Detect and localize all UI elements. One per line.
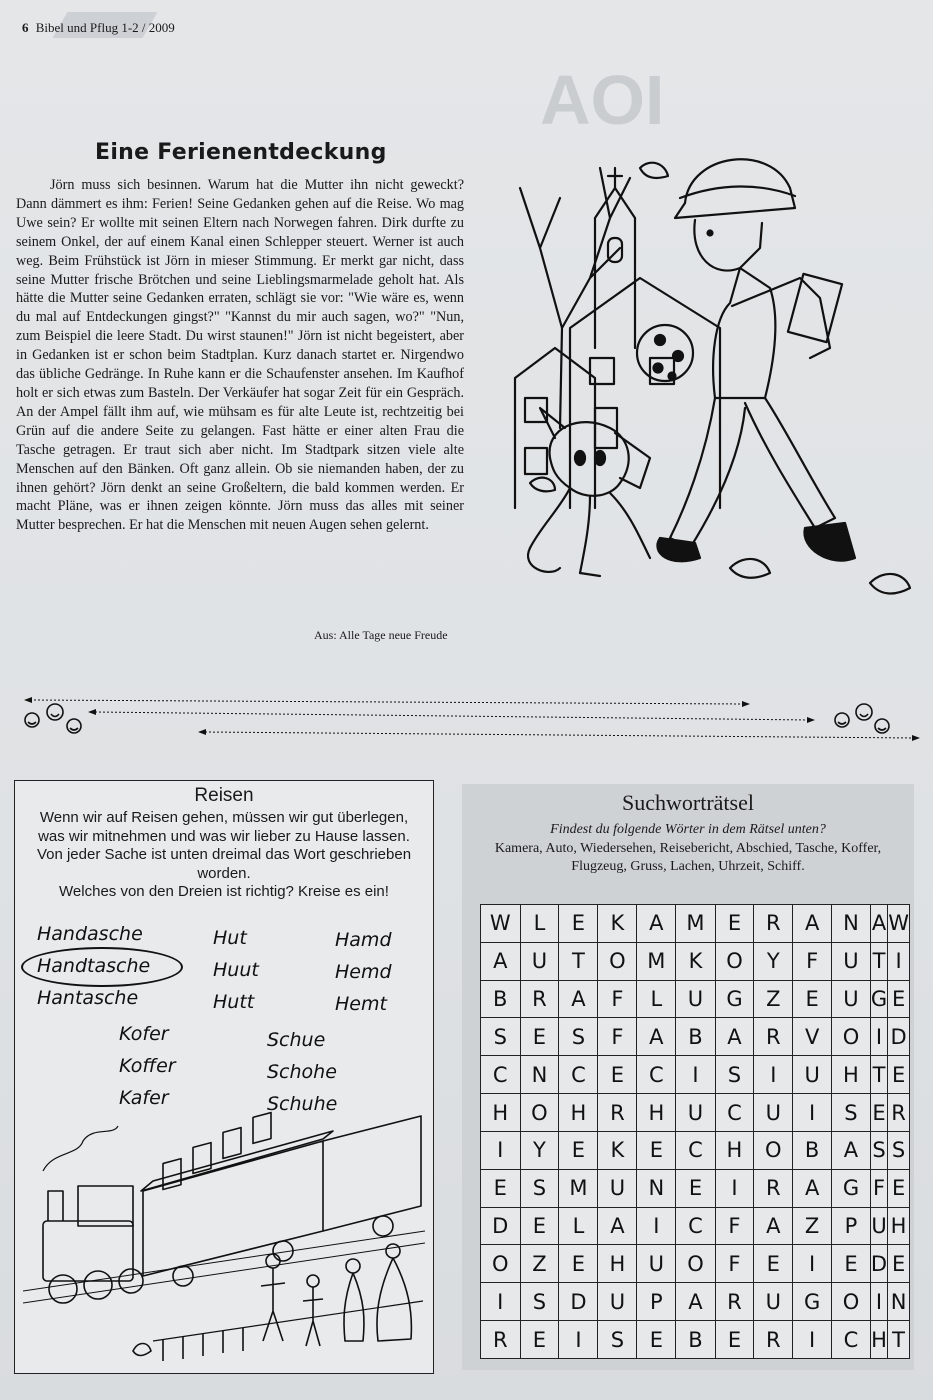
reisen-instruction-2: Welches von den Dreien ist richtig? Kreise es ein! bbox=[59, 883, 389, 900]
grid-cell[interactable]: S bbox=[520, 1283, 559, 1321]
train-station-illustration bbox=[23, 1111, 425, 1369]
grid-cell[interactable]: Y bbox=[754, 942, 793, 980]
grid-cell[interactable]: N bbox=[832, 905, 871, 943]
grid-cell[interactable]: C bbox=[832, 1321, 871, 1359]
grid-cell[interactable]: L bbox=[520, 905, 559, 943]
grid-cell[interactable]: R bbox=[598, 1094, 637, 1132]
grid-cell[interactable]: A bbox=[559, 980, 598, 1018]
grid-cell[interactable]: H bbox=[598, 1245, 637, 1283]
word-option[interactable]: Kafer bbox=[119, 1087, 169, 1109]
grid-cell[interactable]: O bbox=[754, 1131, 793, 1169]
story-body bbox=[16, 176, 464, 535]
grid-cell[interactable]: H bbox=[888, 1207, 910, 1245]
grid-cell[interactable]: F bbox=[598, 980, 637, 1018]
grid-cell[interactable]: E bbox=[559, 905, 598, 943]
grid-cell[interactable]: K bbox=[598, 905, 637, 943]
grid-cell[interactable]: H bbox=[637, 1094, 676, 1132]
grid-cell[interactable]: T bbox=[870, 942, 887, 980]
word-search-box bbox=[462, 784, 914, 1370]
grid-cell[interactable]: M bbox=[637, 942, 676, 980]
grid-cell[interactable]: K bbox=[676, 942, 715, 980]
word-option[interactable]: Hutt bbox=[213, 991, 255, 1013]
grid-cell[interactable]: E bbox=[832, 1245, 871, 1283]
grid-cell[interactable]: R bbox=[520, 980, 559, 1018]
grid-cell[interactable]: I bbox=[559, 1321, 598, 1359]
grid-cell[interactable]: M bbox=[676, 905, 715, 943]
grid-cell[interactable]: U bbox=[637, 1245, 676, 1283]
grid-cell[interactable]: I bbox=[870, 1018, 887, 1056]
word-option[interactable]: Schuhe bbox=[267, 1093, 338, 1115]
grid-cell[interactable]: C bbox=[715, 1094, 754, 1132]
grid-cell[interactable]: F bbox=[715, 1245, 754, 1283]
grid-cell[interactable]: R bbox=[754, 1321, 793, 1359]
grid-cell[interactable]: H bbox=[715, 1131, 754, 1169]
word-search-grid bbox=[480, 904, 910, 1359]
grid-cell[interactable]: E bbox=[888, 1056, 910, 1094]
grid-cell[interactable]: C bbox=[676, 1131, 715, 1169]
grid-cell[interactable]: O bbox=[481, 1245, 521, 1283]
grid-cell[interactable]: S bbox=[559, 1018, 598, 1056]
grid-cell[interactable]: E bbox=[715, 905, 754, 943]
grid-cell[interactable]: N bbox=[520, 1056, 559, 1094]
grid-cell[interactable]: S bbox=[481, 1018, 521, 1056]
grid-cell[interactable]: S bbox=[832, 1094, 871, 1132]
grid-cell[interactable]: G bbox=[870, 980, 887, 1018]
word-option[interactable]: Hantasche bbox=[37, 987, 139, 1009]
grid-cell[interactable]: O bbox=[832, 1018, 871, 1056]
grid-cell[interactable]: A bbox=[754, 1207, 793, 1245]
grid-cell[interactable]: E bbox=[888, 980, 910, 1018]
grid-cell[interactable]: I bbox=[637, 1207, 676, 1245]
grid-cell[interactable]: I bbox=[481, 1283, 521, 1321]
grid-cell[interactable]: C bbox=[481, 1056, 521, 1094]
word-option[interactable]: Hut bbox=[213, 927, 247, 949]
story-title: Eine Ferienentdeckung bbox=[95, 140, 387, 165]
word-search-question: Findest du folgende Wörter in dem Rätsel unten? bbox=[550, 822, 826, 837]
grid-cell[interactable]: O bbox=[715, 942, 754, 980]
grid-cell[interactable]: E bbox=[793, 980, 832, 1018]
grid-cell[interactable]: F bbox=[870, 1169, 887, 1207]
grid-cell[interactable]: Z bbox=[793, 1207, 832, 1245]
grid-cell[interactable]: U bbox=[870, 1207, 887, 1245]
grid-cell[interactable]: E bbox=[676, 1169, 715, 1207]
grid-cell[interactable]: G bbox=[715, 980, 754, 1018]
grid-cell[interactable]: U bbox=[676, 1094, 715, 1132]
word-option[interactable]: Hemt bbox=[335, 993, 387, 1015]
grid-cell[interactable]: A bbox=[870, 905, 887, 943]
grid-cell[interactable]: I bbox=[676, 1056, 715, 1094]
grid-cell[interactable]: U bbox=[520, 942, 559, 980]
grid-cell[interactable]: T bbox=[888, 1321, 910, 1359]
word-option[interactable]: Handtasche bbox=[37, 955, 151, 977]
reisen-exercise-box bbox=[14, 780, 434, 1374]
grid-cell[interactable]: U bbox=[676, 980, 715, 1018]
word-option[interactable]: Hemd bbox=[335, 961, 392, 983]
grid-cell[interactable]: A bbox=[637, 905, 676, 943]
grid-cell[interactable]: M bbox=[559, 1169, 598, 1207]
grid-cell[interactable]: Z bbox=[520, 1245, 559, 1283]
grid-cell[interactable]: R bbox=[481, 1321, 521, 1359]
grid-cell[interactable]: U bbox=[754, 1283, 793, 1321]
grid-cell[interactable]: W bbox=[888, 905, 910, 943]
bleed-through-decoration: AOI bbox=[540, 61, 665, 139]
grid-cell[interactable]: L bbox=[559, 1207, 598, 1245]
grid-cell[interactable]: E bbox=[598, 1056, 637, 1094]
grid-cell[interactable]: E bbox=[520, 1321, 559, 1359]
grid-cell[interactable]: A bbox=[481, 942, 521, 980]
grid-cell[interactable]: R bbox=[888, 1094, 910, 1132]
grid-cell[interactable]: S bbox=[870, 1131, 887, 1169]
word-option[interactable]: Huut bbox=[213, 959, 259, 981]
grid-cell[interactable]: I bbox=[793, 1094, 832, 1132]
grid-row bbox=[481, 1207, 910, 1245]
grid-cell[interactable]: A bbox=[676, 1283, 715, 1321]
word-option[interactable]: Koffer bbox=[119, 1055, 176, 1077]
grid-cell[interactable]: H bbox=[870, 1321, 887, 1359]
grid-cell[interactable]: F bbox=[598, 1018, 637, 1056]
reisen-instruction-1: Von jeder Sache ist unten dreimal das Wort geschrieben worden. bbox=[36, 846, 412, 882]
grid-cell[interactable]: R bbox=[754, 905, 793, 943]
grid-cell[interactable]: I bbox=[754, 1056, 793, 1094]
grid-cell[interactable]: E bbox=[888, 1169, 910, 1207]
grid-cell[interactable]: E bbox=[754, 1245, 793, 1283]
grid-cell[interactable]: F bbox=[793, 942, 832, 980]
grid-cell[interactable]: I bbox=[481, 1131, 521, 1169]
grid-cell[interactable]: O bbox=[520, 1094, 559, 1132]
grid-cell[interactable]: I bbox=[888, 942, 910, 980]
grid-cell[interactable]: E bbox=[520, 1018, 559, 1056]
word-option[interactable]: Handasche bbox=[37, 923, 143, 945]
grid-cell[interactable]: D bbox=[888, 1018, 910, 1056]
grid-cell[interactable]: B bbox=[793, 1131, 832, 1169]
decorative-divider bbox=[0, 680, 933, 750]
grid-cell[interactable]: D bbox=[481, 1207, 521, 1245]
grid-row bbox=[481, 1131, 910, 1169]
word-search-title: Suchworträtsel bbox=[622, 790, 754, 815]
grid-cell[interactable]: L bbox=[637, 980, 676, 1018]
grid-cell[interactable]: U bbox=[598, 1169, 637, 1207]
word-option[interactable]: Hamd bbox=[335, 929, 392, 951]
grid-cell[interactable]: S bbox=[520, 1169, 559, 1207]
grid-cell[interactable]: P bbox=[832, 1207, 871, 1245]
grid-cell[interactable]: W bbox=[481, 905, 521, 943]
grid-cell[interactable]: I bbox=[793, 1321, 832, 1359]
page-header bbox=[22, 20, 175, 36]
grid-cell[interactable]: T bbox=[870, 1056, 887, 1094]
grid-cell[interactable]: C bbox=[676, 1207, 715, 1245]
grid-cell[interactable]: H bbox=[832, 1056, 871, 1094]
publication-name: Bibel und Pflug 1-2 / 2009 bbox=[35, 20, 175, 35]
grid-cell[interactable]: R bbox=[715, 1283, 754, 1321]
grid-cell[interactable]: N bbox=[637, 1169, 676, 1207]
grid-row bbox=[481, 1245, 910, 1283]
grid-cell[interactable]: U bbox=[793, 1056, 832, 1094]
grid-cell[interactable]: U bbox=[832, 980, 871, 1018]
reisen-intro: Wenn wir auf Reisen gehen, müssen wir gut überlegen, was wir mitnehmen und was wir lieber zu Hause lassen. bbox=[38, 809, 410, 845]
grid-cell[interactable]: Z bbox=[754, 980, 793, 1018]
grid-cell[interactable]: E bbox=[481, 1169, 521, 1207]
grid-cell[interactable]: E bbox=[637, 1131, 676, 1169]
grid-cell[interactable]: O bbox=[676, 1245, 715, 1283]
word-option[interactable]: Schohe bbox=[267, 1061, 337, 1083]
boy-and-dog-illustration bbox=[500, 128, 920, 608]
grid-row bbox=[481, 1018, 910, 1056]
grid-cell[interactable]: E bbox=[637, 1321, 676, 1359]
grid-cell[interactable]: R bbox=[754, 1018, 793, 1056]
reisen-instructions bbox=[25, 809, 423, 902]
grid-cell[interactable]: A bbox=[793, 905, 832, 943]
grid-cell[interactable]: U bbox=[754, 1094, 793, 1132]
grid-cell[interactable]: D bbox=[559, 1283, 598, 1321]
grid-cell[interactable]: R bbox=[754, 1169, 793, 1207]
word-search-word-list: Kamera, Auto, Wiedersehen, Reisebericht, Abschied, Tasche, Koffer, Flugzeug, Gruss, Lachen, Uhrzeit, Schiff. bbox=[494, 841, 882, 874]
grid-cell[interactable]: K bbox=[598, 1131, 637, 1169]
grid-cell[interactable]: S bbox=[888, 1131, 910, 1169]
grid-cell[interactable]: S bbox=[598, 1321, 637, 1359]
grid-cell[interactable]: P bbox=[637, 1283, 676, 1321]
reisen-title: Reisen bbox=[194, 785, 254, 806]
grid-cell[interactable]: I bbox=[793, 1245, 832, 1283]
grid-cell[interactable]: B bbox=[676, 1018, 715, 1056]
grid-cell[interactable]: H bbox=[559, 1094, 598, 1132]
page-number: 6 bbox=[22, 20, 29, 35]
grid-cell[interactable]: E bbox=[715, 1321, 754, 1359]
grid-cell[interactable]: A bbox=[598, 1207, 637, 1245]
grid-cell[interactable]: H bbox=[481, 1094, 521, 1132]
grid-row bbox=[481, 980, 910, 1018]
grid-cell[interactable]: O bbox=[598, 942, 637, 980]
grid-row bbox=[481, 942, 910, 980]
grid-cell[interactable]: N bbox=[888, 1283, 910, 1321]
grid-cell[interactable]: S bbox=[715, 1056, 754, 1094]
grid-row bbox=[481, 1169, 910, 1207]
grid-cell[interactable]: C bbox=[637, 1056, 676, 1094]
grid-cell[interactable]: E bbox=[888, 1245, 910, 1283]
grid-cell[interactable]: A bbox=[793, 1169, 832, 1207]
grid-cell[interactable]: E bbox=[559, 1245, 598, 1283]
story-source: Aus: Alle Tage neue Freude bbox=[314, 628, 448, 642]
grid-cell[interactable]: F bbox=[715, 1207, 754, 1245]
grid-cell[interactable]: A bbox=[832, 1131, 871, 1169]
grid-cell[interactable]: G bbox=[832, 1169, 871, 1207]
grid-cell[interactable]: E bbox=[559, 1131, 598, 1169]
grid-cell[interactable]: E bbox=[520, 1207, 559, 1245]
grid-cell[interactable]: U bbox=[598, 1283, 637, 1321]
grid-cell[interactable]: G bbox=[793, 1283, 832, 1321]
grid-cell[interactable]: D bbox=[870, 1245, 887, 1283]
grid-cell[interactable]: T bbox=[559, 942, 598, 980]
grid-cell[interactable]: B bbox=[481, 980, 521, 1018]
story-text: Jörn muss sich besinnen. Warum hat die Mutter ihn nicht geweckt? Dann dämmert es ihm: Ferien! Seine Gedanken gehen auf die Reise. Wo mag Uwe sein? Er wollte mit seinen Eltern nach Norwegen fahren. Dirk durfte zu seinem Onkel, der auf einem Kanal einen Schlepper steuert. Werner ist auch weg. Beim Frühstück ist Jörn in mieser Stimmung. Er merkt gar nicht, dass seine Mutter frische Brötchen und seine Lieblingsmarmelade geholt hat. Als hätte die Mutter seine Gedanken erraten, schlägt sie vor: "Wie wäre es, wenn du mal auf Entdeckungen gingst?" "Kannst du mir auch sagen, wo?" "Nun, zum Beispiel die leere Stadt. Du wirst staunen!" Jörn ist nicht begeistert, aber in Gedanken ist er schon beim Stadtplan. Kurz danach startet er. Nirgendwo das übliche Gedränge. In Ruhe kann er die Schaufenster ansehen. Im Kaufhof holt er sich etwas zum Basteln. Der Verkäufer hat sogar Zeit für ein Gespräch. An der Ampel fällt ihm auf, wie mühsam es für alte Leute ist, rechtzeitig bei Grün auf die andere Seite zu gelangen. Fast hätte er einer alten Frau die Tasche getragen. Er traut sich aber nicht. Im Stadtpark sitzen viele alte Menschen auf den Bänken. Oft ganz allein. Ob sie niemanden haben, der zu ihnen gehört? Jörn denkt an seine Großeltern, die bald kommen werden. Er macht Pläne, was er ihnen zeigen könnte. Jörn muss das alles mit seiner Mutter besprechen. Er hat die Menschen mit neuen Augen sehen gelernt. bbox=[16, 177, 464, 534]
grid-cell[interactable]: I bbox=[870, 1283, 887, 1321]
grid-cell[interactable]: I bbox=[715, 1169, 754, 1207]
grid-row bbox=[481, 1094, 910, 1132]
word-option[interactable]: Kofer bbox=[119, 1023, 169, 1045]
grid-cell[interactable]: Y bbox=[520, 1131, 559, 1169]
grid-cell[interactable]: A bbox=[715, 1018, 754, 1056]
grid-cell[interactable]: B bbox=[676, 1321, 715, 1359]
grid-row bbox=[481, 1056, 910, 1094]
grid-cell[interactable]: C bbox=[559, 1056, 598, 1094]
grid-row bbox=[481, 1321, 910, 1359]
grid-cell[interactable]: V bbox=[793, 1018, 832, 1056]
grid-row bbox=[481, 1283, 910, 1321]
word-option[interactable]: Schue bbox=[267, 1029, 326, 1051]
grid-cell[interactable]: U bbox=[832, 942, 871, 980]
word-search-table bbox=[480, 904, 910, 1359]
grid-cell[interactable]: A bbox=[637, 1018, 676, 1056]
grid-cell[interactable]: E bbox=[870, 1094, 887, 1132]
grid-row bbox=[481, 905, 910, 943]
grid-cell[interactable]: O bbox=[832, 1283, 871, 1321]
